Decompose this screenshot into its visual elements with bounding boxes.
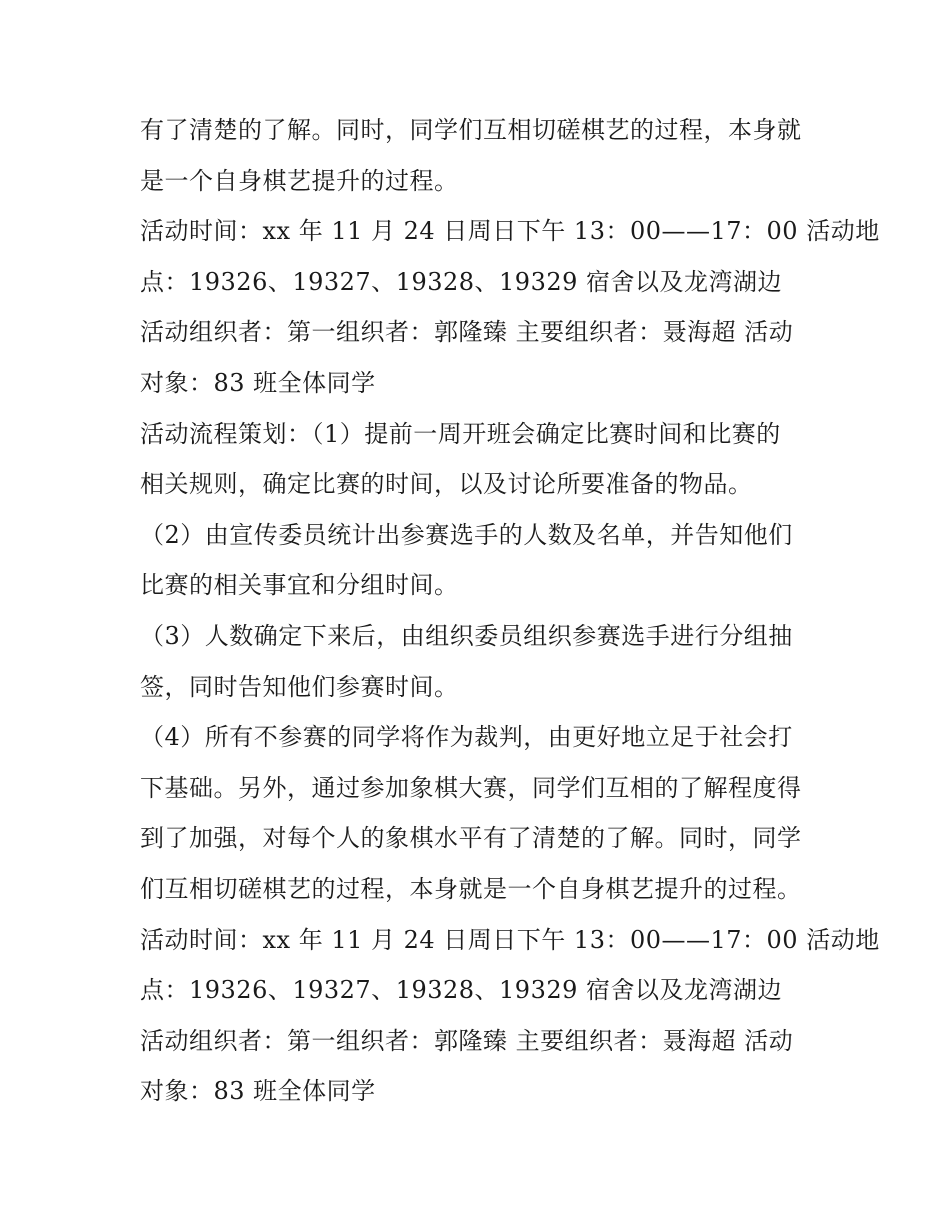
text-line: 们互相切磋棋艺的过程，本身就是一个自身棋艺提升的过程。 bbox=[140, 874, 802, 903]
text-line: 活动流程策划：（1）提前一周开班会确定比赛时间和比赛的 bbox=[140, 419, 781, 448]
text-line: （2）由宣传委员统计出参赛选手的人数及名单，并告知他们 bbox=[140, 520, 793, 549]
text-line: 对象：83 班全体同学 bbox=[140, 368, 376, 397]
text-line: （4）所有不参赛的同学将作为裁判，由更好地立足于社会打 bbox=[140, 723, 793, 752]
text-line: 签，同时告知他们参赛时间。 bbox=[140, 672, 459, 701]
text-line: 比赛的相关事宜和分组时间。 bbox=[140, 571, 459, 600]
text-line: 是一个自身棋艺提升的过程。 bbox=[140, 166, 459, 195]
text-line: 对象：83 班全体同学 bbox=[140, 1077, 376, 1106]
text-line: 到了加强，对每个人的象棋水平有了清楚的了解。同时，同学 bbox=[140, 824, 802, 853]
text-line: 活动组织者：第一组织者：郭隆臻 主要组织者：聂海超 活动 bbox=[140, 318, 794, 347]
text-line: 点：19326、19327、19328、19329 宿舍以及龙湾湖边 bbox=[140, 267, 783, 296]
document-body bbox=[140, 105, 880, 1117]
text-line: 活动时间：xx 年 11 月 24 日周日下午 13：00——17：00 活动地 bbox=[140, 925, 880, 954]
text-line: 下基础。另外，通过参加象棋大赛，同学们互相的了解程度得 bbox=[140, 773, 802, 802]
text-line: 有了清楚的了解。同时，同学们互相切磋棋艺的过程，本身就 bbox=[140, 116, 802, 144]
text-line: 活动时间：xx 年 11 月 24 日周日下午 13：00——17：00 活动地 bbox=[140, 217, 880, 246]
text-line: 相关规则，确定比赛的时间，以及讨论所要准备的物品。 bbox=[140, 470, 753, 499]
text-line: 活动组织者：第一组织者：郭隆臻 主要组织者：聂海超 活动 bbox=[140, 1026, 794, 1055]
text-line: （3）人数确定下来后，由组织委员组织参赛选手进行分组抽 bbox=[140, 621, 793, 650]
text-line: 点：19326、19327、19328、19329 宿舍以及龙湾湖边 bbox=[140, 976, 783, 1005]
